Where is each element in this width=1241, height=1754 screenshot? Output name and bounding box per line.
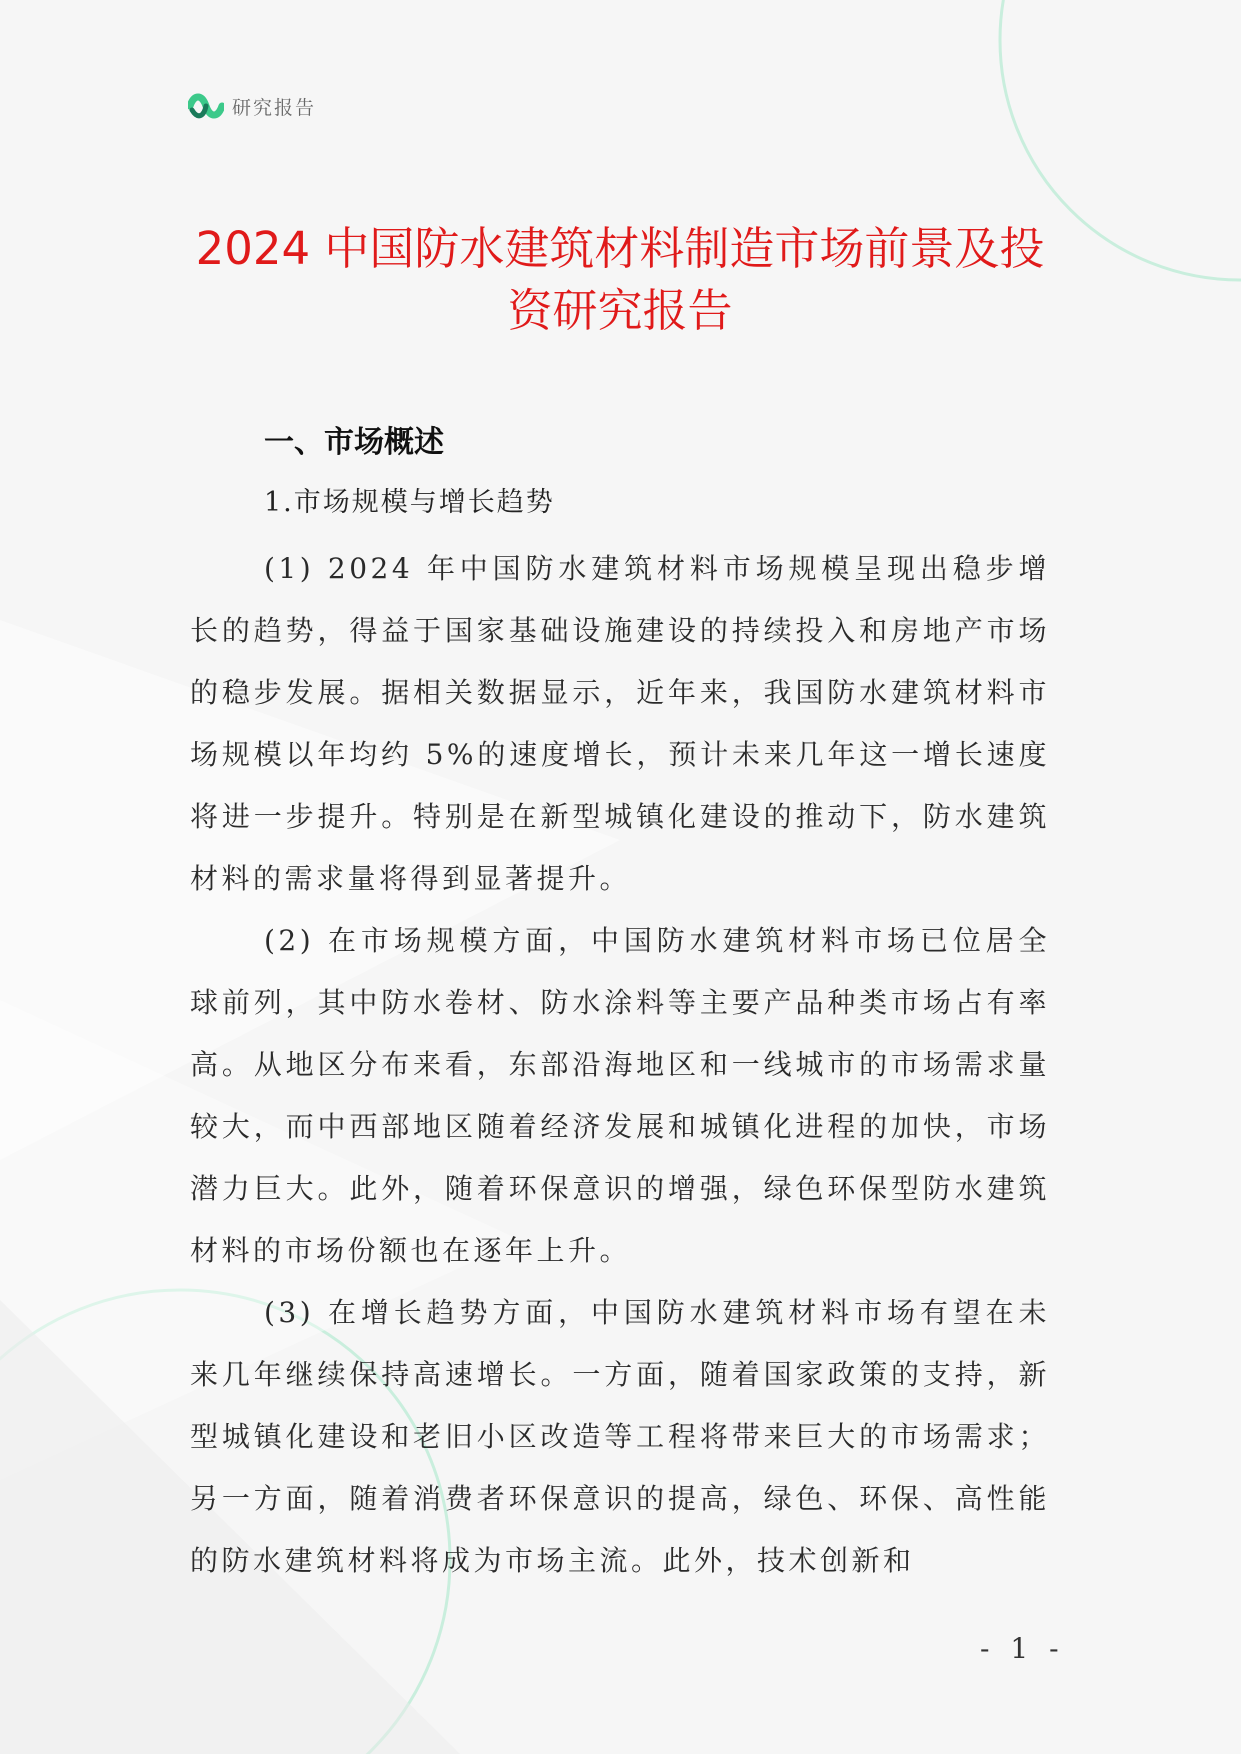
page-header bbox=[188, 90, 316, 122]
brand-logo-icon bbox=[188, 90, 224, 122]
document-title bbox=[120, 218, 1120, 342]
document-body bbox=[190, 418, 1050, 1592]
paragraph: (3) 在增长趋势方面，中国防水建筑材料市场有望在未来几年继续保持高速增长。一方面，随着国家政策的支持，新型城镇化建设和老旧小区改造等工程将带来巨大的市场需求；另一方面，随着消费者环保意识的提高，绿色、环保、高性能的防水建筑材料将成为市场主流。此外，技术创新和 bbox=[190, 1296, 1050, 1577]
page-number: - 1 - bbox=[980, 1632, 1065, 1665]
title-line-1: 2024 中国防水建筑材料制造市场前景及投 bbox=[195, 222, 1045, 275]
title-line-2: 资研究报告 bbox=[507, 284, 733, 337]
paragraph: (1) 2024 年中国防水建筑材料市场规模呈现出稳步增长的趋势，得益于国家基础设施建设的持续投入和房地产市场的稳步发展。据相关数据显示，近年来，我国防水建筑材料市场规模以年均约 5%的速度增长，预计未来几年这一增长速度将进一步提升。特别是在新型城镇化建设的推动下，防水建筑材料的需求量将得到显著提升。 bbox=[190, 552, 1050, 895]
subsection-heading: 1.市场规模与增长趋势 bbox=[264, 487, 555, 518]
brand-label: 研究报告 bbox=[232, 96, 317, 119]
paragraph: (2) 在市场规模方面，中国防水建筑材料市场已位居全球前列，其中防水卷材、防水涂料等主要产品种类市场占有率高。从地区分布来看，东部沿海地区和一线城市的市场需求量较大，而中西部地区随着经济发展和城镇化进程的加快，市场潜力巨大。此外，随着环保意识的增强，绿色环保型防水建筑材料的市场份额也在逐年上升。 bbox=[190, 924, 1050, 1267]
section-heading: 一、市场概述 bbox=[264, 425, 444, 460]
